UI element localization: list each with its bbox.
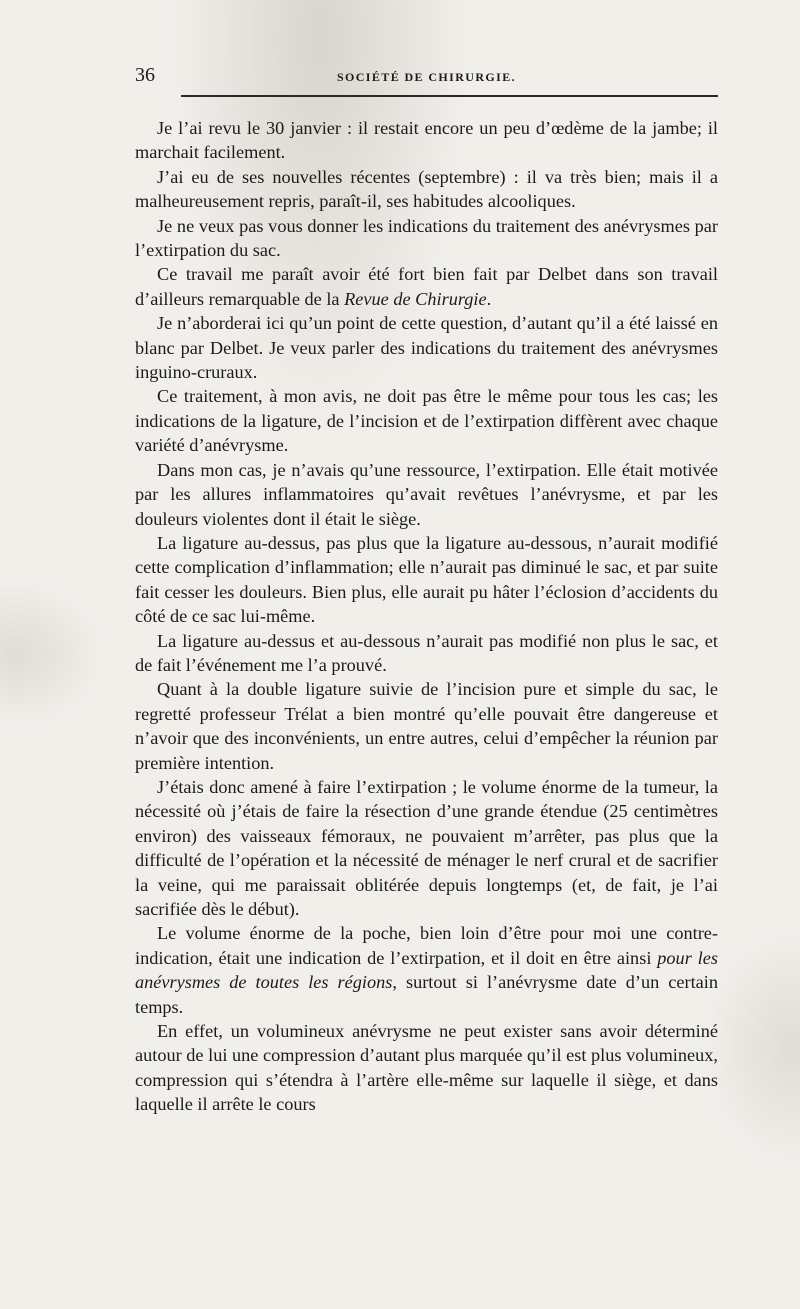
header-rule (181, 95, 718, 97)
italic-phrase: pour les anévrysmes de toutes les régions (135, 947, 718, 993)
page-number: 36 (135, 64, 155, 86)
paragraph: Quant à la double ligature suivie de l’incision pure et simple du sac, le regretté professeur Trélat a bien montré qu’elle pouvait être dangereuse et n’avoir que des inconvénients, un entre autres, celui d’empêcher la réunion par première intention. (135, 679, 718, 773)
paragraph: Je l’ai revu le 30 janvier : il restait encore un peu d’œdème de la jambe; il marchait facilement. (135, 118, 718, 163)
paragraph: Ce traitement, à mon avis, ne doit pas être le même pour tous les cas; les indications de la ligature, de l’incision et de l’extirpation diffèrent avec chaque variété d’anévrysme. (135, 386, 718, 456)
paragraph: J’ai eu de ses nouvelles récentes (septembre) : il va très bien; mais il a malheureusement repris, paraît-il, ses habitudes alcooliques. (135, 166, 718, 212)
paragraph: La ligature au-dessus, pas plus que la ligature au-dessous, n’aurait modifié cette complication d’inflammation; elle n’aurait pas diminué le sac, et par suite fait cesser les douleurs. Bien plus, elle aurait pu hâter l’éclosion d’accidents du côté de ce sac lui-même. (135, 532, 718, 627)
running-head: SOCIÉTÉ DE CHIRURGIE. (336, 70, 517, 84)
paragraph: Dans mon cas, je n’avais qu’une ressource, l’extirpation. Elle était motivée par les allures inflammatoires qu’avait revêtues l’anévrysme, et par les douleurs violentes dont il était le siège. (135, 459, 718, 529)
paragraph: Ce travail me paraît avoir été fort bien fait par Delbet dans son travail d’ailleurs remarquable de la Revue de Chirurgie. (135, 264, 718, 309)
journal-title: Revue de Chirurgie (344, 288, 487, 309)
paragraph: Je n’aborderai ici qu’un point de cette question, d’autant qu’il a été laissé en blanc par Delbet. Je veux parler des indications du traitement des anévrysmes inguino-cruraux. (135, 313, 718, 383)
paragraph: La ligature au-dessus et au-dessous n’aurait pas modifié non plus le sac, et de fait l’événement me l’a prouvé. (135, 630, 718, 675)
paragraph: J’étais donc amené à faire l’extirpation ; le volume énorme de la tumeur, la nécessité où j’étais de faire la résection d’une grande étendue (25 centimètres environ) des vaisseaux fémoraux, ne pouvaient m’arrêter, pas plus que la difficulté de l’opération et la nécessité de ménager le nerf crural et de sacrifier la veine, qui me paraissait oblitérée depuis longtemps (et, de fait, je l’ai sacrifiée dès le début). (135, 776, 718, 919)
body-text (135, 116, 718, 1117)
paragraph: Je ne veux pas vous donner les indications du traitement des anévrysmes par l’extirpation du sac. (135, 215, 718, 261)
paragraph: En effet, un volumineux anévrysme ne peut exister sans avoir déterminé autour de lui une compression d’autant plus marquée qu’il est plus volumineux, compression qui s’étendra à l’artère elle-même sur laquelle il siège, et dans laquelle il arrête le cours (135, 1021, 718, 1115)
paragraph: Le volume énorme de la poche, bien loin d’être pour moi une contre-indication, était une indication de l’extirpation, et il doit en être ainsi pour les anévrysmes de toutes les régions, surtout si l’anévrysme date d’un certain temps. (135, 923, 719, 1017)
page-header (135, 64, 718, 90)
